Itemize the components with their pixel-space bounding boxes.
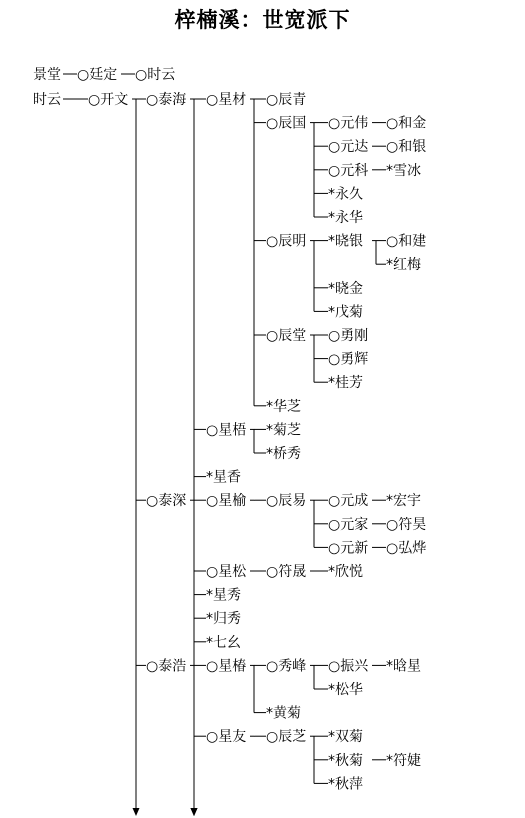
- person-node: ○辰易: [266, 493, 307, 510]
- person-node: ○符晟: [266, 564, 307, 580]
- person-node: *雪冰: [386, 162, 421, 179]
- person-node: 时云: [33, 92, 61, 108]
- person-node: ○星松: [206, 564, 247, 580]
- person-node: *宏宇: [386, 493, 421, 510]
- person-node: ○泰海: [146, 92, 187, 108]
- person-node: *秋萍: [328, 776, 363, 793]
- person-node: *星秀: [206, 587, 241, 604]
- person-node: ○和建: [386, 233, 427, 250]
- person-node: ○星梧: [206, 422, 247, 439]
- person-node: *永久: [328, 186, 363, 203]
- person-node: ○元科: [328, 162, 369, 179]
- person-node: ○元达: [328, 139, 369, 156]
- person-node: *红梅: [386, 257, 421, 274]
- person-node: ○和金: [386, 115, 427, 132]
- chart-title: 梓楠溪：世宽派下: [174, 7, 351, 32]
- person-node: ○星椿: [206, 658, 247, 675]
- person-node: ○泰浩: [146, 658, 187, 675]
- person-node: *星香: [206, 469, 241, 486]
- person-node: *晓银: [328, 233, 363, 250]
- person-node: ○星材: [206, 92, 247, 108]
- person-node: ○辰堂: [266, 328, 307, 344]
- continuation-arrow: [191, 808, 198, 816]
- person-node: *永华: [328, 210, 363, 226]
- person-node: *七幺: [206, 634, 241, 651]
- person-node: ○星友: [206, 729, 247, 746]
- person-node: ○勇刚: [328, 328, 369, 344]
- person-node: ○星榆: [206, 493, 247, 510]
- person-node: *晓金: [328, 280, 363, 297]
- person-node: ○辰明: [266, 233, 307, 250]
- continuation-arrow: [133, 808, 140, 816]
- person-node: ○辰青: [266, 92, 307, 108]
- person-node: *欣悦: [328, 564, 363, 580]
- person-node: *菊芝: [266, 422, 301, 439]
- person-node: ○开文: [88, 92, 129, 108]
- person-node: *戊菊: [328, 304, 363, 321]
- person-node: ○元新: [328, 540, 369, 557]
- person-node: *归秀: [206, 611, 241, 628]
- person-node: *桂芳: [328, 375, 363, 392]
- person-node: ○元成: [328, 493, 369, 510]
- person-node: ○勇辉: [328, 351, 369, 368]
- person-node: *华芝: [266, 398, 301, 415]
- person-node: ○泰深: [146, 493, 187, 510]
- person-node: ○和银: [386, 139, 427, 156]
- person-node: ○元家: [328, 516, 369, 533]
- person-node: ○元伟: [328, 115, 369, 132]
- person-node: *晗星: [386, 658, 421, 675]
- person-node: *双菊: [328, 729, 363, 746]
- person-node: *符婕: [386, 752, 421, 769]
- person-node: ○符昊: [386, 516, 427, 533]
- person-node: *黄菊: [266, 705, 301, 722]
- header-node: ○时云: [135, 67, 176, 83]
- person-node: *松华: [328, 682, 363, 698]
- person-node: *桥秀: [266, 446, 301, 462]
- person-node: ○弘烨: [386, 540, 427, 557]
- header-node: ○廷定: [77, 67, 118, 83]
- person-node: ○辰芝: [266, 729, 307, 746]
- person-node: ○振兴: [328, 658, 369, 675]
- header-node: 景堂: [33, 67, 61, 83]
- person-node: *秋菊: [328, 752, 363, 769]
- person-node: ○秀峰: [266, 658, 307, 675]
- person-node: ○辰国: [266, 115, 307, 132]
